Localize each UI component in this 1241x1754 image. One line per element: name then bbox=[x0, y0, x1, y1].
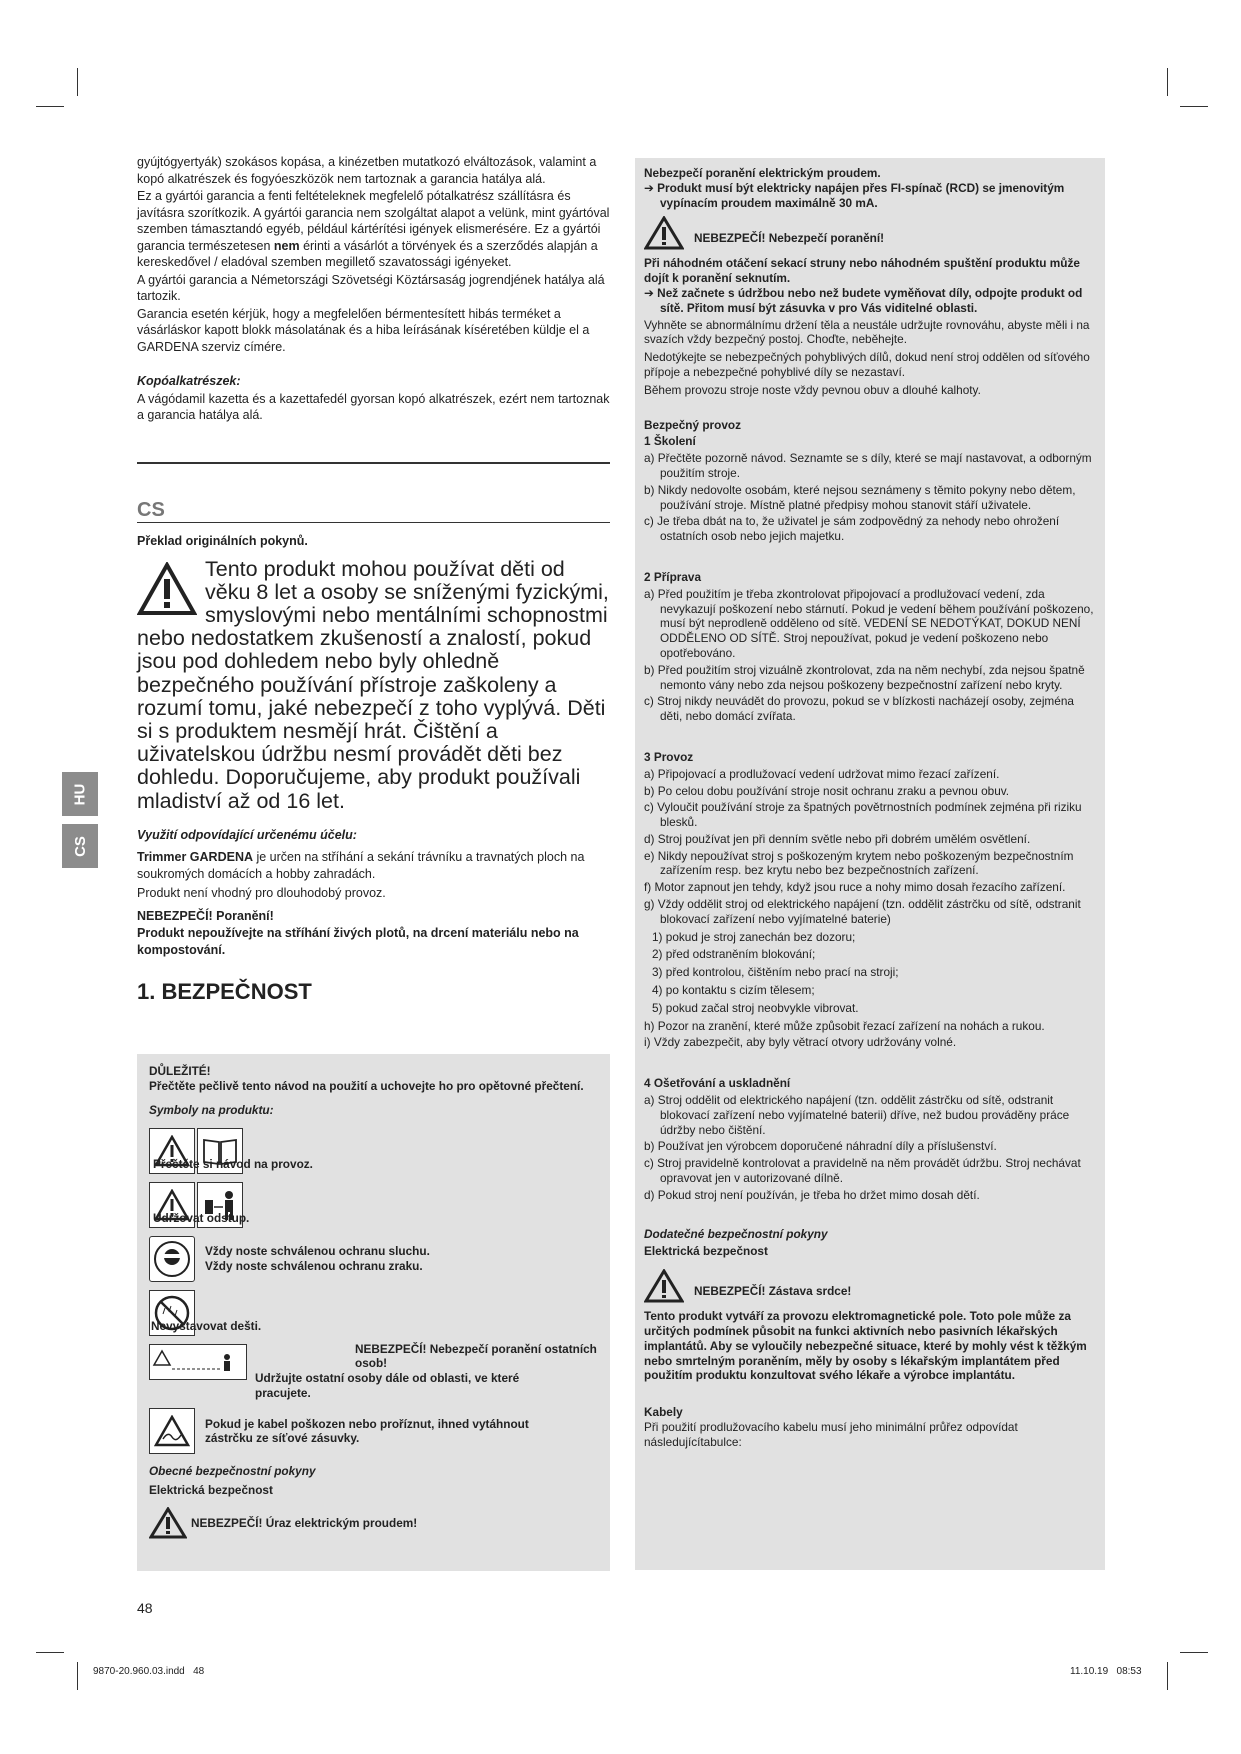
safety-paragraph: Nedotýkejte se nebezpečných pohyblivých dílů, dokud není stroj oddělen od síťového přípoje a nebezpečné pohyblivé díly se nezastaví. bbox=[644, 350, 1090, 379]
list-subitem: 2) před odstraněním blokování; bbox=[652, 947, 816, 962]
symbols-title: Symboly na produktu: bbox=[149, 1103, 274, 1118]
big-warning-text: Tento produkt mohou používat děti od věku 8 let a osoby se sníženými fyzickými, smyslovými nebo mentálními schopnostmi nebo nedostatkem zkušeností a znalostí, pokud jsou pod dohledem nebo byly ohledně bezpečného používání přístroje zaškoleny a rozumí tomu, jaké nebezpečí z toho vyplývá. Děti si s produktem nesmějí hrát. Čištění a uživatelskou údržbu nesmí provádět děti bez dohledu. Doporučujeme, aby produkt používali mladiství až od 16 let. bbox=[137, 556, 609, 813]
list-item: c) Stroj pravidelně kontrolovat a pravidelně na něm provádět údržbu. Stroj nechávat opravovat jen v autorizované dílně. bbox=[644, 1156, 1081, 1186]
general-safety-title: Obecné bezpečnostní pokyny bbox=[149, 1464, 316, 1479]
crop-mark bbox=[1180, 106, 1208, 107]
danger-text: Produkt nepoužívejte na stříhání živých plotů, na drcení materiálu nebo na kompostování. bbox=[137, 926, 579, 957]
symbol-danger: NEBEZPEČÍ! Nebezpečí poranění ostatních osob! bbox=[355, 1341, 597, 1371]
footer-file: 9870-20.960.03.indd 48 bbox=[93, 1666, 205, 1677]
warning-text: NEBEZPEČÍ! Nebezpečí poranění! bbox=[694, 230, 885, 245]
subsection-title: 3 Provoz bbox=[644, 749, 694, 764]
crop-mark bbox=[1167, 1662, 1168, 1690]
warning-triangle-icon bbox=[644, 216, 684, 250]
list-item: b) Před použitím stroj vizuálně zkontrolovat, zda na něm nechybí, zda nejsou špatně nemonto vány nebo zda nejsou poškozeny bezpečnostní zařízení nebo kryty. bbox=[644, 662, 1085, 692]
heart-text: Tento produkt vytváří za provozu elektromagnetické pole. Toto pole může za určitých podmínek působit na funkci aktivních nebo pasivních lékařských implantátů. Aby se vyloučily nebezpečné situace, které by mohly vést k těžkým nebo smrtelným poraněním, měly by osoby s lékařským implantátem před použitím produktu konzultovat svého lékaře a výrobce implantátu. bbox=[644, 1309, 1087, 1383]
list-item: c) Vyloučit používání stroje za špatných povětrnostních podmínek zejména při riziku blesků. bbox=[644, 800, 1082, 830]
cables-title: Kabely bbox=[644, 1405, 683, 1420]
left-column bbox=[137, 154, 610, 1005]
crop-mark bbox=[36, 1652, 64, 1653]
list-item: d) Stroj používat jen při denním světle nebo při dobrém umělém osvětlení. bbox=[644, 831, 1031, 846]
list-subitem: 1) pokud je stroj zanechán bez dozoru; bbox=[652, 929, 856, 944]
lang-tab-hu: HU bbox=[62, 772, 98, 816]
symbol-label: Nevystavovat dešti. bbox=[151, 1319, 262, 1334]
symbol-row bbox=[149, 1341, 599, 1400]
subsection-title: 4 Ošetřování a uskladnění bbox=[644, 1076, 791, 1091]
cs-section-label: CS bbox=[137, 498, 165, 521]
symbol-label: Pokud je kabel poškozen nebo proříznut, ihned vytáhnout zástrčku ze síťové zásuvky. bbox=[205, 1416, 529, 1446]
subsection-title: 2 Příprava bbox=[644, 569, 702, 584]
additional-safety-title: Dodatečné bezpečnostní pokyny bbox=[644, 1226, 828, 1241]
crop-mark bbox=[1180, 1652, 1208, 1653]
right-column bbox=[635, 158, 1105, 1570]
injury-warning bbox=[644, 216, 1094, 250]
warning-triangle-icon bbox=[149, 1507, 187, 1539]
crop-mark bbox=[36, 106, 64, 107]
safe-operation-title: Bezpečný provoz bbox=[644, 417, 742, 432]
list-item: a) Před použitím je třeba zkontrolovat připojovací a prodlužovací vedení, zda nevykazují poškození nebo stárnutí. Pokud je vedení během používání poškozeno, musí být neprodleně odděleno od sítě. VEDENÍ SE NEDOTÝKAT, DOKUD NENÍ ODDĚLENO OD SÍTĚ. Stroj nepoužívat, pokud je vedení poškozeno nebo opotřebováno. bbox=[644, 586, 1094, 660]
list-subitem: 5) pokud začal stroj neobvykle vibrovat. bbox=[652, 1000, 859, 1015]
shock-instruction: ➔ Produkt musí být elektricky napájen přes FI-spínač (RCD) se jmenovitým vypínacím proudem maximálně 30 mA. bbox=[644, 180, 1065, 210]
safety-paragraph: Během provozu stroje noste vždy pevnou obuv a dlouhé kalhoty. bbox=[644, 382, 981, 397]
shock-title: Nebezpečí poranění elektrickým proudem. bbox=[644, 166, 881, 180]
hu-wear-text: A vágódamil kazetta és a kazettafedél gyorsan kopó alkatrészek, ezért nem tartoznak a garancia hatálya alá. bbox=[137, 391, 610, 422]
crop-mark bbox=[77, 68, 78, 96]
warning-triangle-icon bbox=[137, 562, 197, 616]
intended-use-title: Využití odpovídající určenému účelu: bbox=[137, 827, 357, 842]
crop-mark bbox=[77, 1662, 78, 1690]
list-item: g) Vždy oddělit stroj od elektrického napájení (tzn. oddělit zástrčku od sítě, odstranit blokovací zařízení nebo vyjímatelné baterie) bbox=[644, 897, 1081, 926]
crop-mark bbox=[1167, 68, 1168, 96]
subsection-title: 1 Školení bbox=[644, 434, 696, 449]
electrical-safety-title: Elektrická bezpečnost bbox=[644, 1244, 768, 1259]
symbol-row bbox=[149, 1408, 599, 1454]
injury-text: Při náhodném otáčení sekací struny nebo náhodném spuštění produktu může dojít k poranění seknutím. bbox=[644, 256, 1080, 286]
list-subitem: 3) před kontrolou, čištěním nebo prací na stroji; bbox=[652, 965, 899, 980]
section-divider bbox=[137, 522, 610, 523]
list-item: h) Pozor na zranění, které může způsobit řezací zařízení na nohách a rukou. bbox=[644, 1018, 1045, 1033]
lang-tab-cs: CS bbox=[62, 824, 98, 868]
big-warning bbox=[137, 558, 610, 813]
heart-warning bbox=[644, 1269, 1094, 1303]
hu-paragraph: A gyártói garancia a Németországi Szövetségi Köztársaság jogrendjének hatálya alá tartozik. bbox=[137, 272, 605, 303]
danger-heading: NEBEZPEČÍ! Poranění! bbox=[137, 908, 274, 923]
cable-damage-icon bbox=[149, 1408, 195, 1454]
list-item: d) Pokud stroj není používán, je třeba ho držet mimo dosah dětí. bbox=[644, 1187, 980, 1202]
important-title: DŮLEŽITÉ! bbox=[149, 1064, 211, 1078]
hu-wear-title: Kopóalkatrészek: bbox=[137, 374, 241, 388]
safety-box bbox=[137, 1054, 610, 1571]
list-item: c) Stroj nikdy neuvádět do provozu, pokud se v blízkosti nacházejí osoby, zejména děti, nebo domácí zvířata. bbox=[644, 694, 1074, 724]
electrical-safety-title: Elektrická bezpečnost bbox=[149, 1482, 273, 1497]
symbol-label: Přečtěte si návod na provoz. bbox=[153, 1157, 313, 1172]
footer-date: 11.10.19 08:53 bbox=[1070, 1666, 1142, 1677]
translation-note: Překlad originálních pokynů. bbox=[137, 534, 308, 548]
list-item: b) Používat jen výrobcem doporučené náhradní díly a příslušenství. bbox=[644, 1139, 997, 1154]
list-item: f) Motor zapnout jen tehdy, když jsou ruce a nohy mimo dosah řezacího zařízení. bbox=[644, 880, 1066, 895]
safety-paragraph: Vyhněte se abnormálnímu držení těla a neustále udržujte rovnováhu, abyste měli i na svazích vždy bezpečný postoj. Choďte, neběhejte. bbox=[644, 317, 1090, 347]
safety-section-title: 1. BEZPEČNOST bbox=[137, 979, 312, 1005]
list-item: a) Stroj oddělit od elektrického napájení (tzn. oddělit zástrčku od sítě, odstranit blokovací zařízení nebo vyjímatelné baterii) dříve, než budou prováděny práce údržby nebo čištění. bbox=[644, 1093, 1070, 1137]
list-item: a) Připojovací a prodlužovací vedení udržovat mimo řezací zařízení. bbox=[644, 766, 1000, 781]
symbol-label: Udržovat odstup. bbox=[153, 1211, 250, 1226]
intended-use-text: Trimmer GARDENA je určen na stříhání a sekání trávníku a travnatých ploch na soukromých domácích a hobby zahradách. bbox=[137, 850, 585, 881]
symbol-row bbox=[149, 1236, 599, 1282]
keep-bystanders-away-icon bbox=[149, 1344, 247, 1380]
injury-instruction: ➔ Než začnete s údržbou nebo než budete vyměňovat díly, odpojte produkt od sítě. Přitom musí být zásuvka v pro Vás viditelné oblasti. bbox=[644, 285, 1083, 315]
list-item: b) Nikdy nedovolte osobám, které nejsou seznámeny s těmito pokyny nebo dětem, používání stroje. Místně platné předpisy mohou stanovit stáří uživatele. bbox=[644, 482, 1076, 512]
cables-text: Při použití prodlužovacího kabelu musí jeho minimální průřez odpovídat následujícítabulce: bbox=[644, 1420, 1018, 1449]
list-item: c) Je třeba dbát na to, že uživatel je sám zodpovědný za nehody nebo ohrožení ostatních osob nebo jejich majetku. bbox=[644, 514, 1060, 544]
important-text: Přečtěte pečlivě tento návod na použití a uchovejte ho pro opětovné přečtení. bbox=[149, 1078, 584, 1093]
symbol-row bbox=[149, 1182, 599, 1228]
not-suitable-text: Produkt není vhodný pro dlouhodobý provoz. bbox=[137, 886, 386, 901]
warning-text: NEBEZPEČÍ! Úraz elektrickým proudem! bbox=[191, 1516, 418, 1531]
symbol-label: Udržujte ostatní osoby dále od oblasti, ve které pracujete. bbox=[255, 1370, 520, 1400]
electric-shock-warning bbox=[149, 1507, 599, 1539]
ear-eye-protection-icon bbox=[149, 1236, 195, 1282]
section-divider bbox=[137, 462, 610, 464]
hu-paragraph: Ez a gyártói garancia a fenti feltételeknek megfelelő pótalkatrész szállításra és javításra szorítkozik. A gyártói garancia nem szolgáltat alapot a velünk, mint gyártóval szemben támasztandó egyéb, például kártérítési igények elismerésére. Ez a gyártói garancia természetesen nem érinti a vásárlót a törvények és a szerződés alapján a kereskedővel / eladóval szemben megillető szavatossági igényeket. bbox=[137, 189, 610, 269]
page-number: 48 bbox=[137, 1600, 153, 1616]
hu-paragraph: gyújtógyertyák) szokásos kopása, a kinézetben mutatkozó elváltozások, valamint a kopó alkatrészek és fogyóeszközök nem tartoznak a garancia hatálya alá. bbox=[137, 155, 597, 186]
list-item: a) Přečtěte pozorně návod. Seznamte se s díly, které se mají nastavovat, a odborným použitím stroje. bbox=[644, 451, 1092, 480]
warning-triangle-icon bbox=[644, 1269, 684, 1303]
warning-text: NEBEZPEČÍ! Zástava srdce! bbox=[694, 1283, 852, 1298]
list-item: b) Po celou dobu používání stroje nosit ochranu zraku a pevnou obuv. bbox=[644, 783, 1010, 798]
hu-paragraph: Garancia esetén kérjük, hogy a megfelelően bérmentesített hibás terméket a vásárláskor kapott blokk másolatának és a hiba leírásának kíséretében küldje el a GARDENA szerviz címére. bbox=[137, 306, 590, 354]
symbol-label: Vždy noste schválenou ochranu sluchu. bbox=[205, 1244, 430, 1259]
symbol-label: Vždy noste schválenou ochranu zraku. bbox=[205, 1258, 423, 1273]
list-item: e) Nikdy nepoužívat stroj s poškozeným krytem nebo poškozeným bezpečnostním zařízením resp. bez krytu nebo bez bezpečnostních zařízení. bbox=[644, 848, 1074, 878]
list-item: i) Vždy zabezpečit, aby byly větrací otvory udržovány volné. bbox=[644, 1035, 957, 1050]
list-subitem: 4) po kontaktu s cizím tělesem; bbox=[652, 983, 815, 998]
symbol-row bbox=[149, 1290, 599, 1336]
symbol-row bbox=[149, 1128, 599, 1174]
